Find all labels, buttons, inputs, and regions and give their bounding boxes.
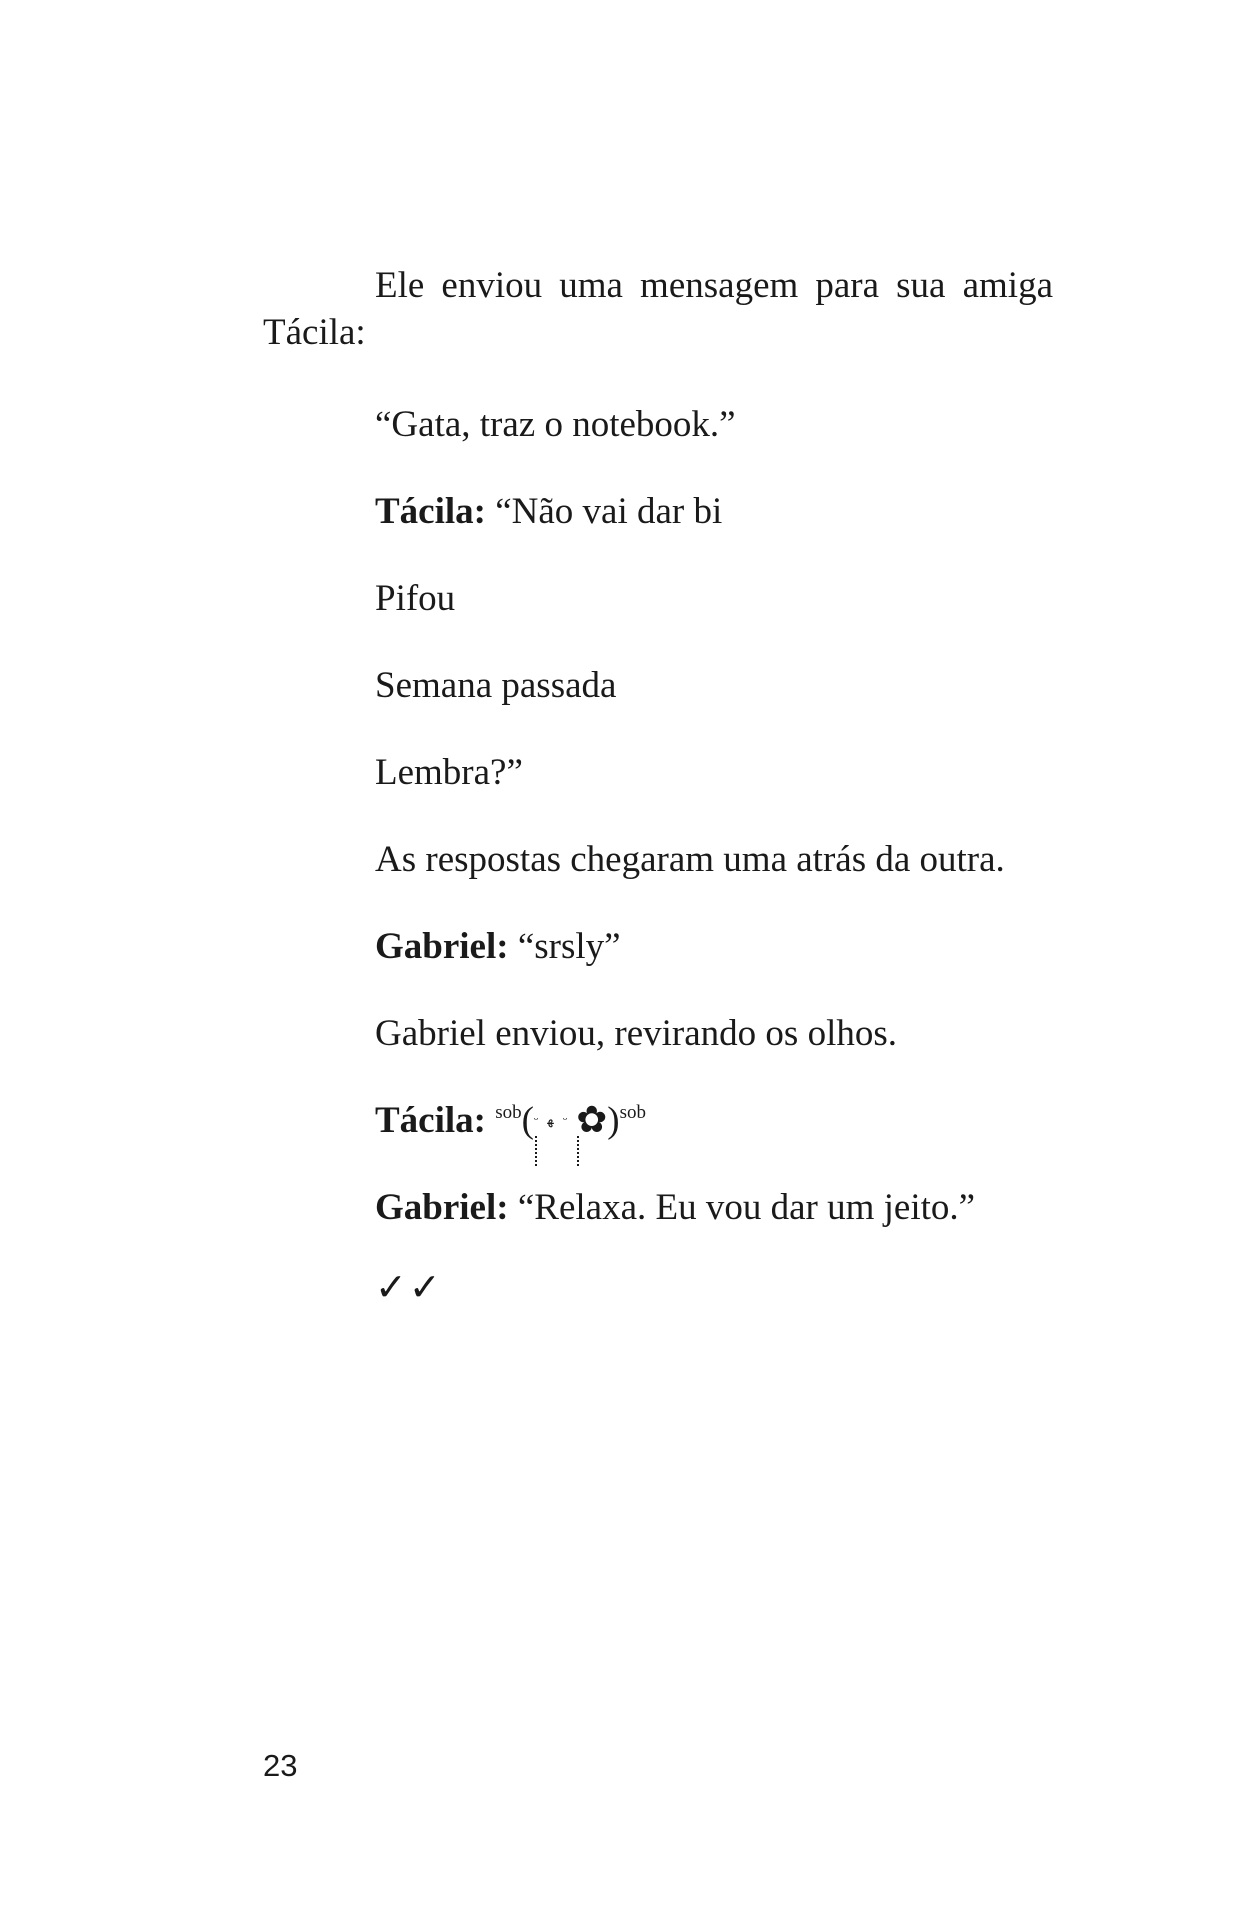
speaker-label-gabriel: Gabriel: (375, 1187, 509, 1228)
line-pifou: Pifou (375, 578, 456, 619)
intro-paragraph (263, 262, 1053, 356)
crying-emoticon (495, 1098, 646, 1152)
intro-line-1: Ele enviou uma mensagem para sua amiga (375, 265, 1053, 306)
emoticon-open-paren: ( (521, 1100, 534, 1141)
line-gabriel-enviou: Gabriel enviou, revirando os olhos. (375, 1013, 897, 1054)
gabriel-message-text: “Relaxa. Eu vou dar um jeito.” (508, 1187, 976, 1228)
tacila-message-text: “Não vai dar bi (485, 491, 723, 532)
page-number: 23 (263, 1748, 298, 1783)
line-lembra: Lembra?” (375, 752, 523, 793)
line-respostas: As respostas chegaram uma atrás da outra. (375, 839, 1005, 880)
emoticon-close-paren: ) (607, 1100, 620, 1141)
message-gata: “Gata, traz o notebook.” (375, 404, 736, 445)
speaker-label-tacila: Tácila: (375, 491, 486, 532)
emoticon-mouth: ﻬ (547, 1113, 554, 1128)
speaker-label-tacila: Tácila: (375, 1100, 486, 1141)
emoticon-sob-left: sob (495, 1102, 522, 1123)
emoticon-eye-left: ᵕ (533, 1113, 539, 1128)
emoticon-eye-right: ᵕ (562, 1113, 568, 1128)
gabriel-message-text: “srsly” (508, 926, 621, 967)
gabriel-message-1 (375, 924, 621, 970)
tacila-message-1 (375, 489, 722, 535)
speaker-label-gabriel: Gabriel: (375, 926, 509, 967)
flower-icon: ✿ (576, 1100, 608, 1141)
tacila-message-2 (375, 1098, 646, 1152)
tear-left-icon (535, 1136, 537, 1166)
read-checkmarks-icon: ✓✓ (375, 1265, 443, 1309)
gabriel-message-2 (375, 1185, 975, 1231)
intro-line-2: Tácila: (263, 312, 366, 353)
tear-right-icon (577, 1136, 579, 1166)
emoticon-sob-right: sob (619, 1102, 647, 1123)
line-semana-passada: Semana passada (375, 665, 617, 706)
